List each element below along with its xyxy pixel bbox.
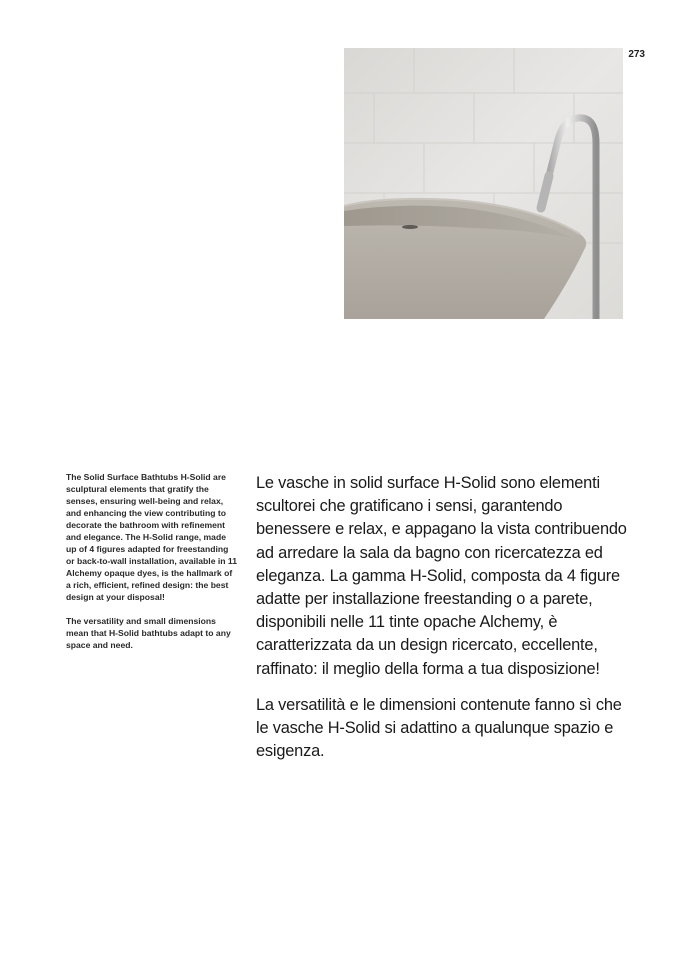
english-paragraph: The Solid Surface Bathtubs H-Solid are sculptural elements that gratify the senses, ensuring well-being and relax, and enhancing the view contributing to decorate the bathroom with refinement and elegance. The H-Solid range, made up of 4 figures adapted for freestanding or back-to-wall installation, available in 11 Alchemy opaque dyes, is the hallmark of a rich, efficient, refined design: the best design at your disposal! — [66, 472, 237, 602]
english-description — [66, 471, 238, 663]
italian-paragraph: Le vasche in solid surface H-Solid sono elementi scultorei che gratificano i sensi, garantendo benessere e relax, e appagano la vista contribuendo ad arredare la sala da bagno con ricercatezza ed eleganza. La gamma H-Solid, composta da 4 figure adatte per installazione freestanding o a parete, disponibili nelle 11 tinte opache Alchemy, è caratterizzata da un design ricercato, eccellente, raffinato: il meglio della forma a tua disposizione! — [256, 474, 627, 678]
italian-description — [256, 472, 631, 776]
product-photo — [344, 48, 623, 319]
page-number: 273 — [628, 49, 645, 60]
english-paragraph: The versatility and small dimensions mean that H-Solid bathtubs adapt to any space and need. — [66, 616, 231, 650]
italian-paragraph: La versatilità e le dimensioni contenute fanno sì che le vasche H-Solid si adattino a qualunque spazio e esigenza. — [256, 695, 622, 761]
